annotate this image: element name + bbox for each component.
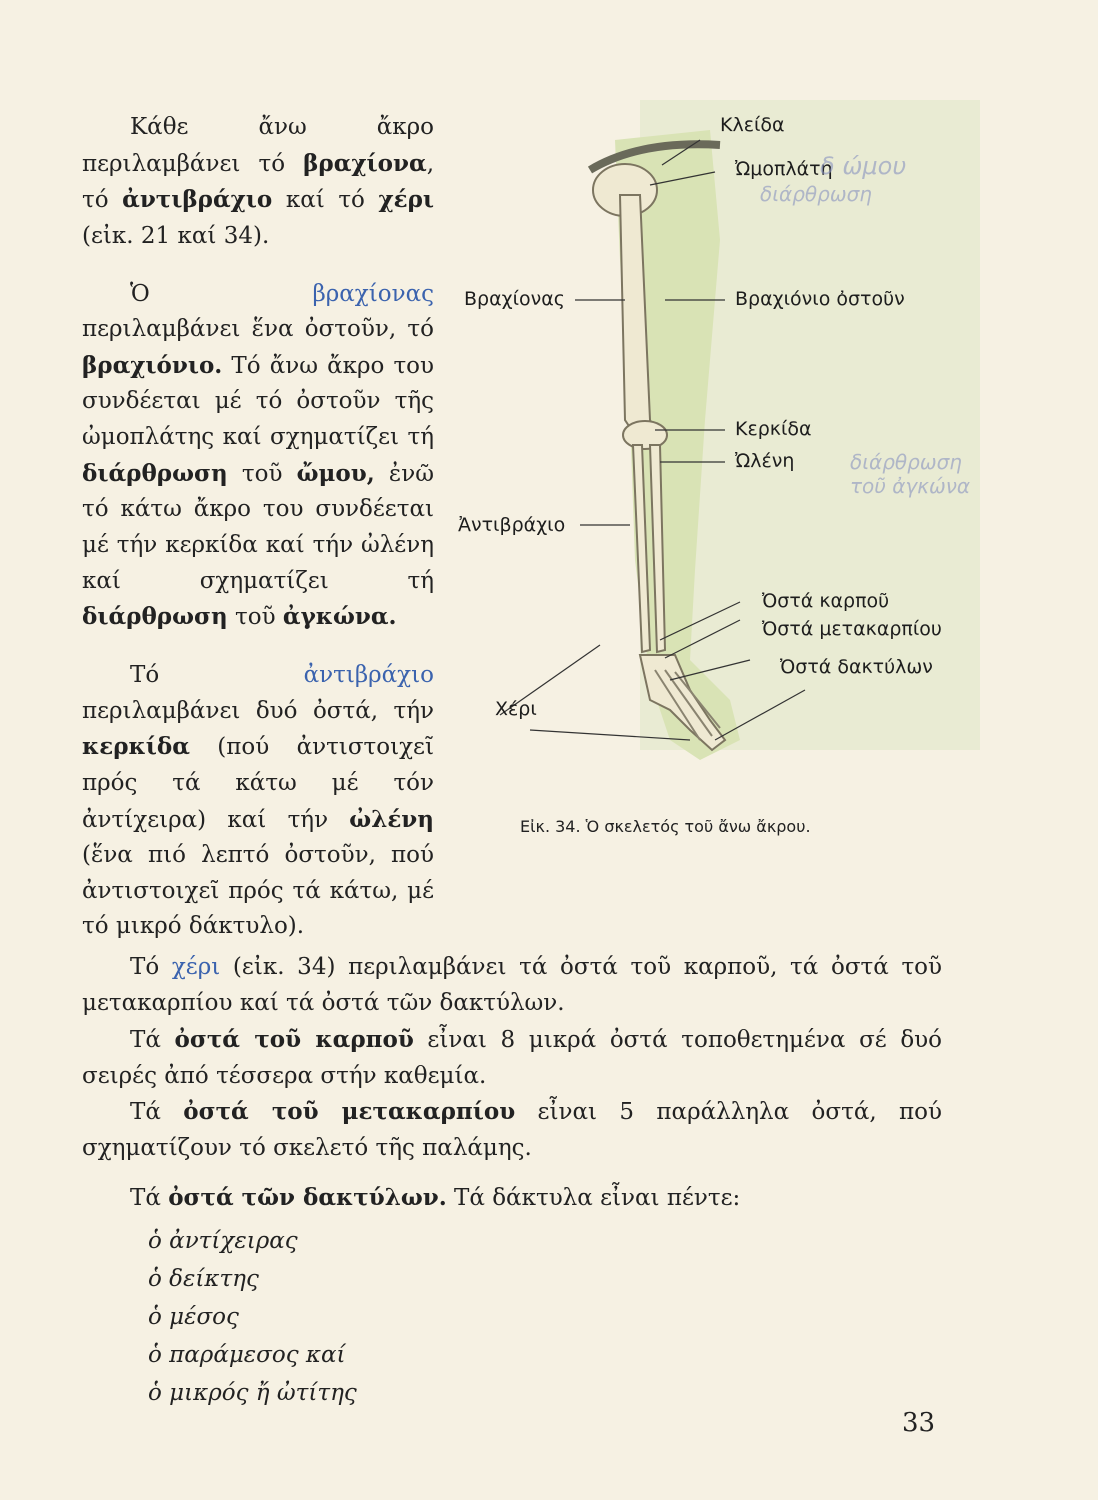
label-vrachionio: Βραχιόνιο ὀστοῦν — [735, 288, 905, 310]
paragraph-fingers — [82, 1180, 942, 1217]
bold-term: ὀστά τοῦ μετακαρπίου — [183, 1098, 516, 1125]
paragraph-hand — [82, 950, 942, 1021]
finger-item: ὁ δείκτης — [148, 1266, 259, 1292]
bold-term: ἀγκώνα. — [282, 603, 397, 631]
bold-term: βραχίονα — [303, 149, 427, 177]
paragraph-antivrachio — [82, 658, 434, 945]
text: (ἕνα πιό λεπτό ὀστοῦν, πού ἀντιστοιχεῖ πρός τά κάτω, μέ τό μικρό δάκτυλο). — [82, 842, 434, 940]
text: Τό ἄνω ἄκρο του συνδέεται μέ τό ὀστοῦν τῆς ὠμοπλάτης καί σχηματίζει τή — [82, 352, 434, 451]
text: τοῦ — [227, 604, 283, 631]
text: (πού ἀντιστοιχεῖ πρός τά κάτω μέ τόν ἀντίχειρα) καί τήν — [82, 734, 434, 833]
text: εἶναι 5 παράλληλα ὀστά, πού σχηματίζουν τό σκελετό τῆς παλάμης. — [82, 1099, 942, 1161]
text: Κάθε ἄνω ἄκρο περιλαμβάνει τό — [82, 114, 434, 177]
text: τοῦ — [227, 460, 297, 487]
label-oleni: Ὠλένη — [735, 450, 795, 472]
text: , τό — [82, 150, 434, 214]
text: (εἰκ. 34) περιλαμβάνει τά ὀστά τοῦ καρποῦ, τά ὀστά τοῦ μετακαρπίου καί τά ὀστά τῶν δακτύλων. — [82, 954, 942, 1016]
bold-term: ὤμου, — [296, 459, 375, 487]
text: Τά δάκτυλα εἶναι πέντε: — [446, 1185, 741, 1211]
paragraph-carpus — [82, 1022, 942, 1094]
text: καί τό — [272, 187, 379, 214]
handwritten-note-1: δ ώμου — [820, 152, 907, 180]
blue-term: χέρι — [171, 954, 221, 980]
text: Τά — [130, 1027, 175, 1053]
text: Τό — [130, 661, 304, 688]
text: Τό — [130, 954, 172, 980]
bold-term: κερκίδα — [82, 733, 190, 761]
finger-item: ὁ μικρός ἤ ὠτίτης — [148, 1380, 357, 1406]
left-column — [82, 110, 434, 967]
paragraph-brachion — [82, 277, 434, 636]
finger-item: ὁ παράμεσος καί — [148, 1342, 346, 1368]
label-kleida: Κλείδα — [720, 114, 785, 136]
bold-term: ὀστά τοῦ καρποῦ — [174, 1026, 414, 1053]
label-vrachionas: Βραχίονας — [464, 288, 565, 310]
bold-term: ὠλένη — [349, 805, 434, 833]
bold-term: ὀστά τῶν δακτύλων. — [168, 1184, 447, 1211]
text: εἶναι 8 μικρά ὀστά τοποθετημένα σέ δυό σειρές ἀπό τέσσερα στήν καθεμία. — [82, 1027, 942, 1089]
text: Τά — [130, 1099, 184, 1125]
bold-term: διάρθρωση — [82, 603, 228, 631]
paragraph-metacarpus — [82, 1094, 942, 1166]
page-number: 33 — [902, 1408, 936, 1438]
bold-term: χέρι — [378, 186, 434, 214]
blue-term: ἀντιβράχιο — [303, 661, 434, 688]
label-daktylon: Ὀστά δακτύλων — [780, 656, 933, 678]
label-omoplati: Ὠμοπλάτη — [735, 158, 833, 180]
label-kerkida: Κερκίδα — [735, 418, 812, 440]
paragraph-upper-limb — [82, 110, 434, 255]
bold-term: βραχιόνιο. — [82, 351, 223, 379]
handwritten-note-2: διάρθρωση — [760, 182, 872, 206]
label-cheri: Χέρι — [495, 698, 537, 720]
text: περιλαμβάνει δυό ὀστά, τήν — [82, 697, 434, 724]
bold-term: ἀντιβράχιο — [122, 186, 273, 214]
figure-caption: Εἰκ. 34. Ὁ σκελετός τοῦ ἄνω ἄκρου. — [520, 817, 811, 836]
bold-term: διάρθρωση — [82, 459, 228, 487]
text: Τά — [130, 1185, 169, 1211]
text: ἐνῶ τό κάτω ἄκρο του συνδέεται μέ τήν κερκίδα καί τήν ὠλένη καί σχηματίζει τή — [82, 460, 434, 594]
blue-term: βραχίονας — [312, 280, 434, 307]
finger-list — [148, 1222, 357, 1412]
handwritten-note-3: διάρθρωση τοῦ ἀγκώνα — [850, 450, 971, 498]
finger-item: ὁ μέσος — [148, 1304, 239, 1330]
finger-item: ὁ ἀντίχειρας — [148, 1228, 298, 1254]
label-metakarpiou: Ὀστά μετακαρπίου — [762, 618, 942, 640]
text: Ὁ — [130, 280, 313, 307]
skeleton-figure — [450, 100, 1010, 820]
label-karpou: Ὀστά καρποῦ — [762, 590, 890, 612]
text: (εἰκ. 21 καί 34). — [82, 222, 270, 249]
text: περιλαμβάνει ἕνα ὀστοῦν, τό — [82, 316, 434, 343]
label-antivrachio: Ἀντιβράχιο — [458, 514, 566, 536]
